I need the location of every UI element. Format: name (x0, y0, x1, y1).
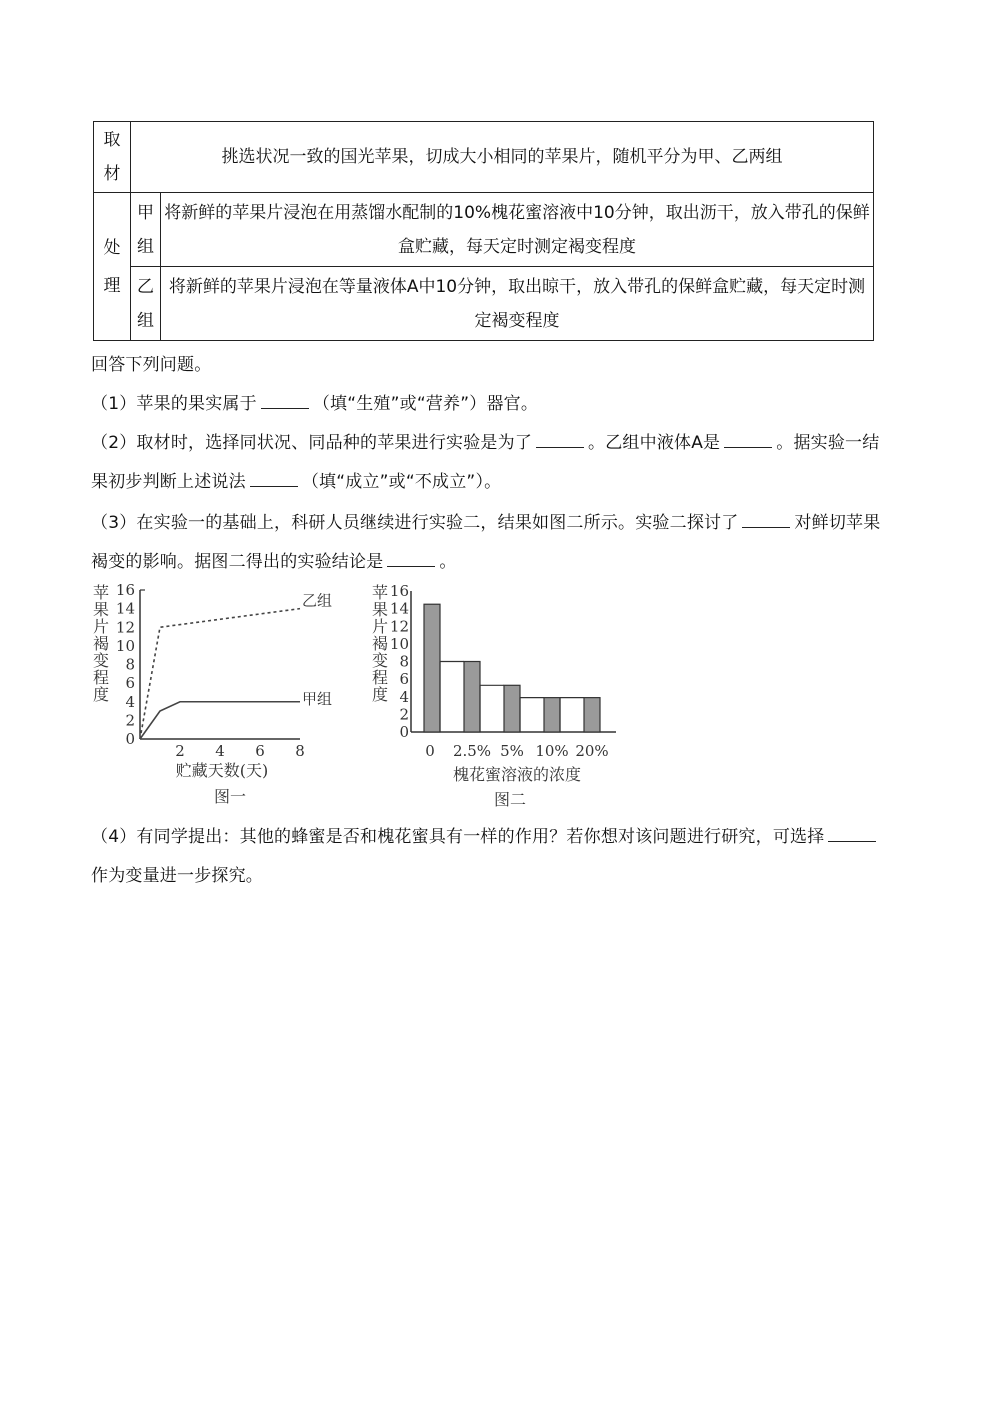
x-tick-label: 2.5% (452, 742, 492, 760)
y-tick-label: 10 (389, 634, 409, 653)
x-tick-label: 10% (535, 742, 569, 760)
y-tick-label: 8 (125, 655, 135, 674)
y-axis-label-char: 果 (92, 600, 110, 619)
x-tick-label: 6 (255, 742, 265, 760)
series-label: 甲组 (302, 689, 333, 708)
q3-text-d: 。 (439, 552, 457, 572)
y-tick-label: 16 (389, 582, 409, 600)
group-a-description: 将新鲜的苹果片浸泡在用蒸馏水配制的10%槐花蜜溶液中10分钟，取出沥干，放入带孔的保鲜盒贮藏，每天定时测定褐变程度 (161, 193, 874, 267)
y-axis-label-char: 变 (371, 651, 389, 670)
x-tick-label: 5% (500, 742, 524, 760)
y-axis-label-char: 度 (92, 685, 110, 704)
x-tick-label: 8 (295, 742, 305, 760)
bar (544, 698, 560, 732)
q3-text-a: （3）在实验一的基础上，科研人员继续进行实验二，结果如图二所示。实验二探讨了 (91, 513, 739, 533)
y-tick-label: 2 (399, 705, 409, 724)
y-axis-label-char: 片 (371, 617, 389, 636)
y-axis-label-char: 程 (371, 668, 389, 687)
q2-text-d: 果初步判断上述说法 (91, 472, 246, 492)
x-tick-label: 4 (215, 742, 225, 760)
y-axis-label (372, 583, 388, 704)
y-axis-label-char: 褐 (92, 634, 110, 653)
y-axis-label-char: 度 (371, 685, 389, 704)
material-description: 挑选状况一致的国光苹果，切成大小相同的苹果片，随机平分为甲、乙两组 (131, 122, 874, 193)
y-tick-label: 6 (125, 674, 135, 693)
label-group-a: 甲组 (131, 193, 161, 267)
x-axis-label: 槐花蜜溶液的浓度 (452, 765, 582, 784)
bar (424, 604, 440, 732)
q2-text-e: （填“成立”或“不成立”）。 (301, 472, 502, 492)
label-group-b: 乙组 (131, 267, 161, 341)
q3-text-b: 对鲜切苹果 (794, 513, 881, 533)
bar (504, 685, 520, 732)
y-axis-label-char: 片 (92, 617, 110, 636)
y-tick-label: 14 (115, 599, 135, 618)
series-label: 乙组 (302, 591, 333, 610)
x-tick-label: 20% (575, 742, 609, 760)
q1-text-b: （填“生殖”或“营养”）器官。 (312, 394, 539, 414)
y-axis-label-char: 褐 (371, 634, 389, 653)
y-axis-label-char: 果 (371, 600, 389, 619)
y-tick-label: 4 (399, 687, 409, 706)
y-tick-label: 0 (125, 730, 135, 748)
y-tick-label: 16 (115, 581, 135, 599)
q2-text-a: （2）取材时，选择同状况、同品种的苹果进行实验是为了 (91, 433, 533, 453)
y-tick-label: 2 (125, 711, 135, 730)
y-axis-label-char: 苹 (92, 583, 110, 602)
q3-text-c: 褐变的影响。据图二得出的实验结论是 (91, 552, 384, 572)
label-material: 取材 (94, 122, 131, 193)
q4-text-b: 作为变量进一步探究。 (91, 866, 263, 886)
q2-text-c: 。据实验一结 (776, 433, 880, 453)
q2-text-b: 。乙组中液体A是 (588, 433, 721, 453)
q1-text-a: （1）苹果的果实属于 (91, 394, 257, 414)
x-axis-label: 贮藏天数(天) (175, 761, 269, 780)
y-tick-label: 10 (115, 636, 135, 655)
y-tick-label: 14 (389, 599, 409, 618)
y-axis-label-char: 程 (92, 668, 110, 687)
y-tick-label: 12 (115, 618, 135, 637)
bar (464, 662, 480, 733)
x-tick-label: 2 (175, 742, 185, 760)
x-tick-label: 0 (425, 742, 435, 760)
y-tick-label: 8 (399, 652, 409, 671)
y-tick-label: 4 (125, 692, 135, 711)
group-b-description: 将新鲜的苹果片浸泡在等量液体A中10分钟，取出晾干，放入带孔的保鲜盒贮藏，每天定时测定褐变程度 (161, 267, 874, 341)
y-axis-label-char: 变 (92, 651, 110, 670)
intro-text: 回答下列问题。 (91, 355, 212, 375)
y-tick-label: 0 (399, 723, 409, 741)
q4-text-a: （4）有同学提出：其他的蜂蜜是否和槐花蜜具有一样的作用？若你想对该问题进行研究，可选择 (91, 827, 825, 847)
label-treatment: 处理 (94, 193, 131, 341)
figure-caption: 图一 (213, 787, 247, 806)
y-axis-label-char: 苹 (371, 583, 389, 602)
bar (584, 698, 600, 732)
y-tick-label: 6 (399, 670, 409, 689)
figure-caption: 图二 (493, 790, 527, 809)
y-tick-label: 12 (389, 617, 409, 636)
